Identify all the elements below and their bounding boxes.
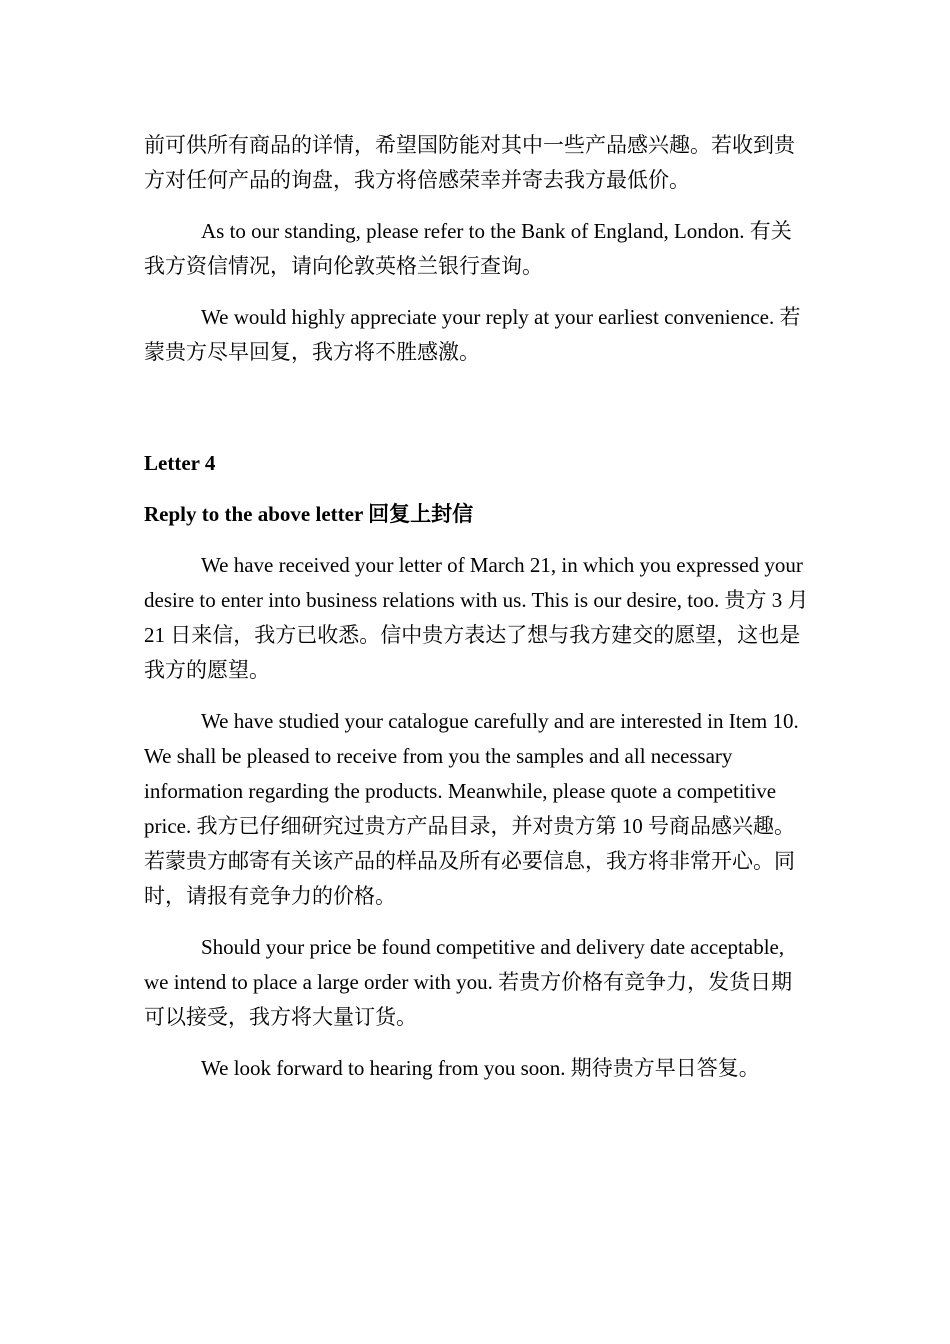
paragraph-reply-request: We would highly appreciate your reply at your earliest convenience. 若蒙贵方尽早回复，我方将不胜感激。 <box>144 305 801 364</box>
paragraph-continuation: 前可供所有商品的详情，希望国防能对其中一些产品感兴趣。若收到贵方对任何产品的询盘，我方将倍感荣幸并寄去我方最低价。 <box>144 133 795 192</box>
paragraph-order: Should your price be found competitive and delivery date acceptable, we intend to place a large order with you. 若贵方价格有竞争力，发货日期可以接受，我方将大量订货。 <box>144 935 793 1029</box>
paragraph-closing: We look forward to hearing from you soon. 期待贵方早日答复。 <box>201 1056 760 1080</box>
section-spacer <box>144 386 809 446</box>
paragraph-catalogue: We have studied your catalogue carefully and are interested in Item 10. We shall be pleased to receive from you the samples and all necessary information regarding the products. Meanwhile, please quote a competitive price. 我方已仔细研究过贵方产品目录，并对贵方第 10 号商品感兴趣。若蒙贵方邮寄有关该产品的样品及所有必要信息，我方将非常开心。同时，请报有竞争力的价格。 <box>144 709 799 908</box>
letter-subtitle: Reply to the above letter 回复上封信 <box>144 502 474 526</box>
document-body <box>144 128 809 1102</box>
paragraph-standing: As to our standing, please refer to the Bank of England, London. 有关我方资信情况，请向伦敦英格兰银行查询。 <box>144 219 792 278</box>
letter-title: Letter 4 <box>144 451 216 475</box>
paragraph-received: We have received your letter of March 21, in which you expressed your desire to enter into business relations with us. This is our desire, too. 贵方 3 月 21 日来信，我方已收悉。信中贵方表达了想与我方建交的愿望，这也是我方的愿望。 <box>144 553 809 682</box>
